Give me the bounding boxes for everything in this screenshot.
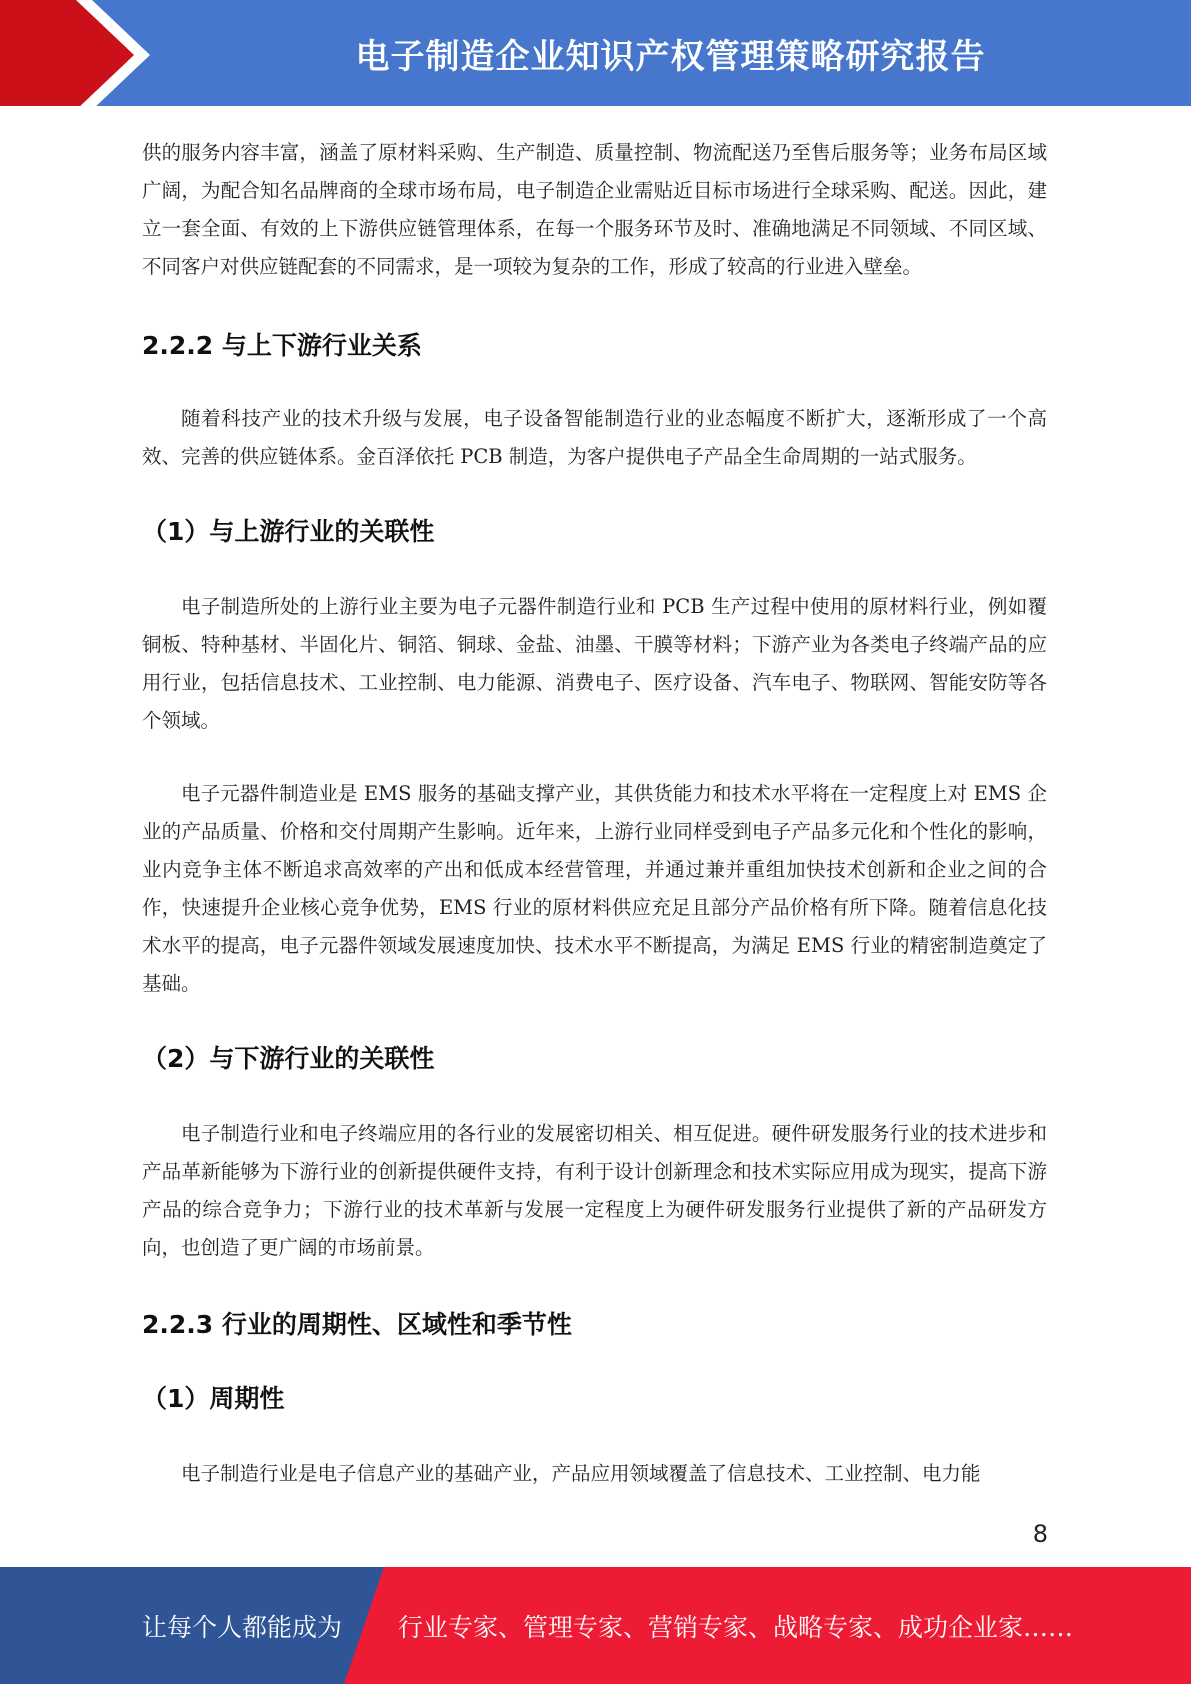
paragraph-2-2-2: 随着科技产业的技术升级与发展，电子设备智能制造行业的业态幅度不断扩大，逐渐形成了一个高效、完善的供应链体系。金百泽依托 PCB 制造，为客户提供电子产品全生命周期的一站式服务。 — [142, 407, 1047, 468]
paragraph-upstream-1: 电子制造所处的上游行业主要为电子元器件制造行业和 PCB 生产过程中使用的原材料行业，例如覆铜板、特种基材、半固化片、铜箔、铜球、金盐、油墨、干膜等材料；下游产业为各类电子终端产品的应用行业，包括信息技术、工业控制、电力能源、消费电子、医疗设备、汽车电子、物联网、智能安防等各个领域。 — [142, 595, 1047, 732]
paragraph-intro: 供的服务内容丰富，涵盖了原材料采购、生产制造、质量控制、物流配送乃至售后服务等；业务布局区域广阔，为配合知名品牌商的全球市场布局，电子制造企业需贴近目标市场进行全球采购、配送。因此，建立一套全面、有效的上下游供应链管理体系，在每一个服务环节及时、准确地满足不同领域、不同区域、不同客户对供应链配套的不同需求，是一项较为复杂的工作，形成了较高的行业进入壁垒。 — [142, 141, 1047, 278]
section-heading-2-2-2: 2.2.2 与上下游行业关系 — [142, 331, 422, 360]
page-content — [142, 134, 1047, 1493]
page-header — [0, 0, 1191, 110]
subheading-upstream: （1）与上游行业的关联性 — [142, 517, 435, 546]
paragraph-downstream: 电子制造行业和电子终端应用的各行业的发展密切相关、相互促进。硬件研发服务行业的技术进步和产品革新能够为下游行业的创新提供硬件支持，有利于设计创新理念和技术实际应用成为现实，提高下游产品的综合竞争力；下游行业的技术革新与发展一定程度上为硬件研发服务行业提供了新的产品研发方向，也创造了更广阔的市场前景。 — [142, 1122, 1047, 1259]
paragraph-upstream-2: 电子元器件制造业是 EMS 服务的基础支撑产业，其供货能力和技术水平将在一定程度上对 EMS 企业的产品质量、价格和交付周期产生影响。近年来，上游行业同样受到电子产品多元化和个性化的影响，业内竞争主体不断追求高效率的产出和低成本经营管理，并通过兼并重组加快技术创新和企业之间的合作，快速提升企业核心竞争优势，EMS 行业的原材料供应充足且部分产品价格有所下降。随着信息化技术水平的提高，电子元器件领域发展速度加快、技术水平不断提高，为满足 EMS 行业的精密制造奠定了基础。 — [142, 782, 1047, 995]
section-heading-2-2-3: 2.2.3 行业的周期性、区域性和季节性 — [142, 1310, 572, 1339]
header-bottom-line — [0, 106, 1191, 110]
subheading-downstream: （2）与下游行业的关联性 — [142, 1044, 435, 1073]
footer-slogan-right: 行业专家、管理专家、营销专家、战略专家、成功企业家…… — [398, 1612, 1074, 1642]
report-title: 电子制造企业知识产权管理策略研究报告 — [355, 36, 986, 77]
paragraph-cyclical: 电子制造行业是电子信息产业的基础产业，产品应用领域覆盖了信息技术、工业控制、电力能 — [181, 1462, 981, 1485]
subheading-cyclical: （1）周期性 — [142, 1384, 285, 1413]
page-footer — [0, 1567, 1191, 1684]
footer-slogan-left: 让每个人都能成为 — [142, 1612, 343, 1642]
page-number: 8 — [1032, 1520, 1048, 1548]
